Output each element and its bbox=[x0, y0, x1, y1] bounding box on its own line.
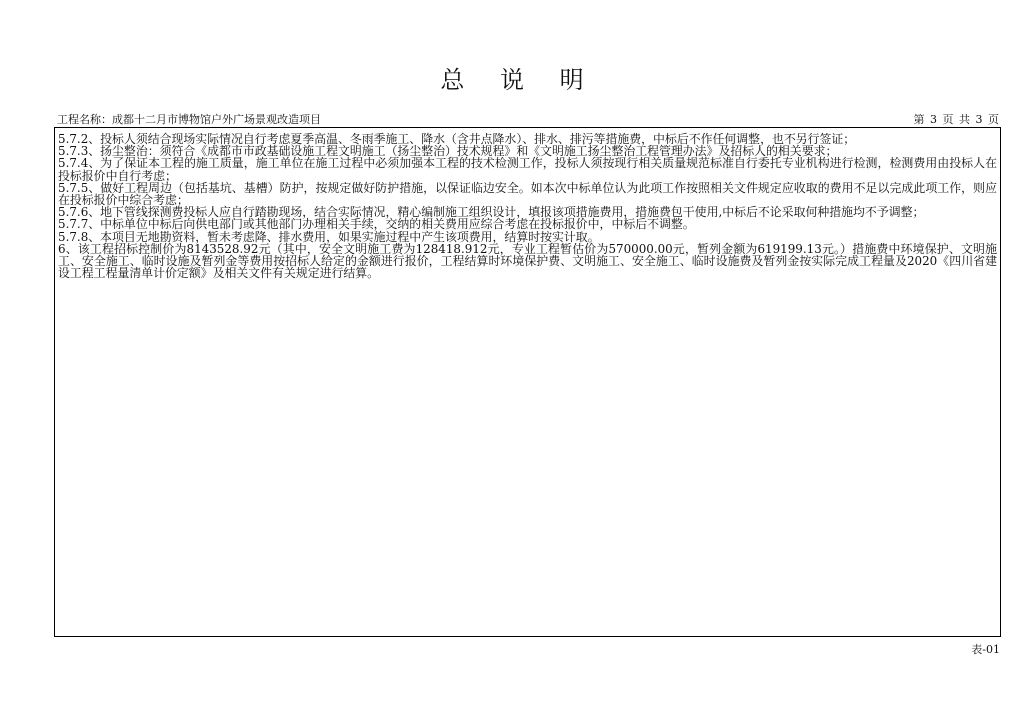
paragraph-5-7-2: 5.7.2、投标人须结合现场实际情况自行考虑夏季高温、冬雨季施工、降水（含井点降水）、排水、排污等措施费，中标后不作任何调整，也不另行签证； bbox=[58, 132, 856, 146]
paragraph-5-7-4: 5.7.4、为了保证本工程的施工质量，施工单位在施工过程中必须加强本工程的技术检测工作，投标人须按现行相关质量规范标准自行委托专业机构进行检测，检测费用由投标人在投标报价中自行考虑； bbox=[58, 156, 997, 183]
paragraph-5-7-7: 5.7.7、中标单位中标后向供电部门或其他部门办理相关手续，交纳的相关费用应综合考虑在投标报价中，中标后不调整。 bbox=[58, 217, 695, 232]
paragraph-5-7-8: 5.7.8、本项目无地勘资料，暂未考虑降、排水费用，如果实施过程中产生该项费用，结算时按实计取。 bbox=[58, 229, 600, 244]
paragraph-5-7-3: 5.7.3、扬尘整治：须符合《成都市市政基础设施工程文明施工（扬尘整治）技术规程》和《文明施工扬尘整治工程管理办法》及招标人的相关要求； bbox=[58, 144, 838, 159]
project-name-label: 工程名称：成都十二月市博物馆户外广场景观改造项目 bbox=[57, 113, 321, 126]
paragraph-5-7-5: 5.7.5、做好工程周边（包括基坑、基槽）防护，按规定做好防护措施，以保证临边安全。如本次中标单位认为此项工作按照相关文件规定应收取的费用不足以完成此项工作，则应在投标报价中综合考虑； bbox=[58, 180, 997, 208]
page-number-label: 第 3 页 共 3 页 bbox=[913, 113, 1000, 126]
form-number-label: 表-01 bbox=[971, 643, 1000, 656]
page-title: 总 说 明 bbox=[440, 66, 598, 94]
description-content-box bbox=[54, 127, 1001, 637]
paragraph-6-control-price: 6、该工程招标控制价为8143528.92元（其中，安全文明施工费为128418.912元，专业工程暂估价为570000.00元，暂列金额为619199.13元。）措施费中环境保护、文明施工、安全施工、临时设施及暂列金等费用按招标人给定的金额进行报价，工程结算时环境保护费、文明施工、安全施工、临时设施费及暂列金按实际完成工程量及2020《四川省建设工程工程量清单计价定额》及相关文件有关规定进行结算。 bbox=[58, 241, 997, 281]
paragraph-5-7-6: 5.7.6、地下管线探测费投标人应自行踏勘现场，结合实际情况，精心编制施工组织设计，填报该项措施费用，措施费包干使用,中标后不论采取何种措施均不予调整； bbox=[58, 205, 925, 220]
